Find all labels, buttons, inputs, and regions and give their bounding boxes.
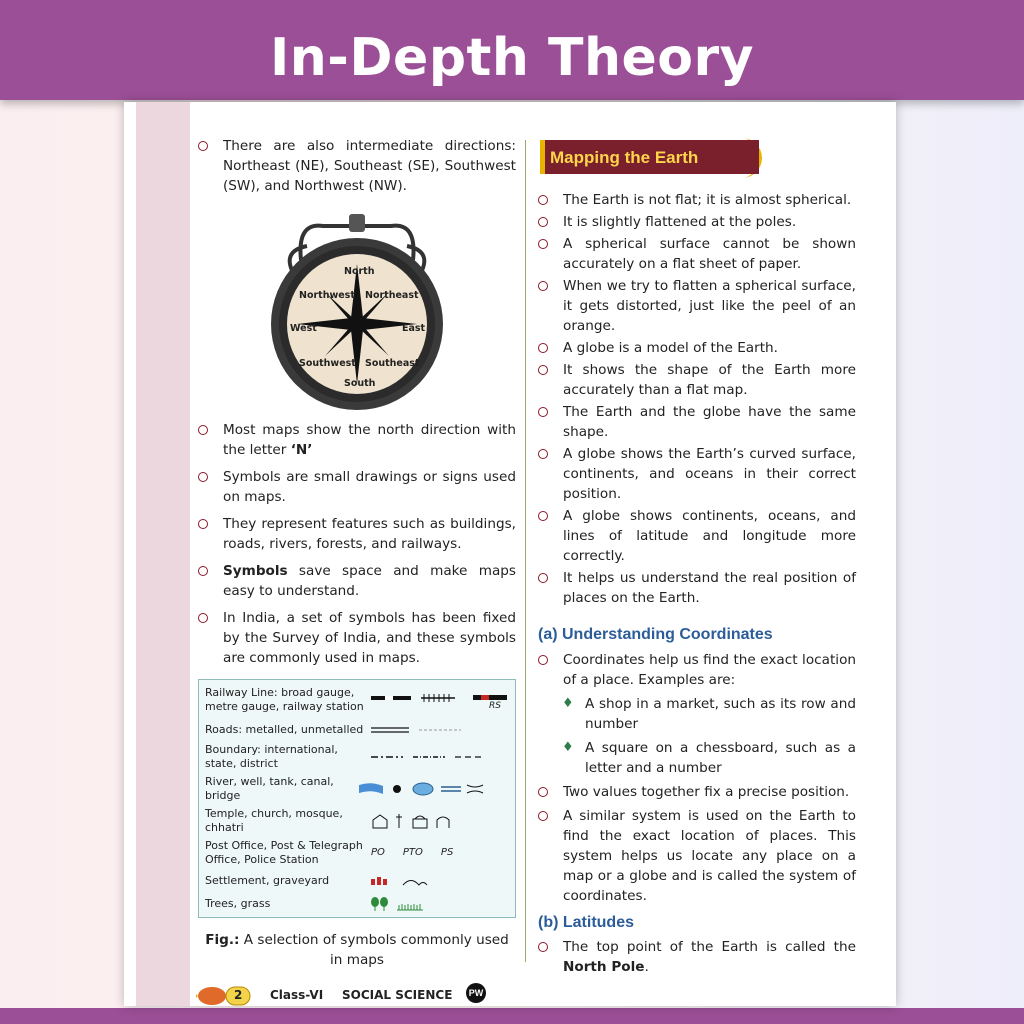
page-footer [196,982,516,1008]
list-item: In India, a set of symbols has been fixed by the Survey of India, and these symbols are commonly used in maps. [198,608,516,668]
list-item: It is slightly flattened at the poles. [538,212,856,232]
list-item: The Earth and the globe have the same shape. [538,402,856,442]
list-item: It shows the shape of the Earth more accurately than a flat map. [538,360,856,400]
table-row [205,837,509,869]
table-row [205,741,509,773]
rs-label: RS [489,701,501,711]
boundary-icon [371,751,491,763]
list-item: A spherical surface cannot be shown accurately on a flat sheet of paper. [538,234,856,274]
caption-text: A selection of symbols commonly used in maps [239,932,509,968]
table-row [205,892,509,915]
list-item-text: save space and make maps easy to understand. [223,563,516,599]
bullet-list [538,190,856,608]
compass-label-north: North [344,266,375,277]
pto-code: PTO [402,847,423,858]
left-column [198,136,516,970]
table-cell: Trees, grass [205,896,271,910]
margin-strip [136,102,190,1006]
list-item: Two values together fix a precise position. [538,782,856,802]
settlement-graveyard-icon [371,874,441,888]
caption-label: Fig.: [205,932,240,948]
table-row [205,718,509,741]
list-item: A globe is a model of the Earth. [538,338,856,358]
roads-icon [371,724,471,736]
rocket-icon [196,982,256,1008]
list-item: A similar system is used on the Earth to find the exact location of places. This system helps us locate any place on a map or a globe and is called the system of coordinates. [538,806,856,906]
list-item: A globe shows the Earth’s curved surface, continents, and oceans in their correct position. [538,444,856,504]
compass-label-south: South [344,378,376,389]
table-cell: Post Office, Post & Telegraph Office, Police Station [205,839,363,866]
po-code: PO [371,847,385,858]
symbol-table [198,679,516,918]
right-column [538,136,856,977]
railway-symbols [371,684,509,716]
trees-grass-icon [371,896,441,912]
table-cell: Roads: metalled, unmetalled [205,722,364,736]
sub-list-item: ♦ A square on a chessboard, such as a letter and a number [538,738,856,778]
compass-label-east: East [402,323,426,334]
list-item-bold: ‘N’ [290,442,313,458]
header-banner [0,0,1024,100]
list-item-text: The top point of the Earth is called the [563,939,856,955]
list-item-bold: North Pole [563,959,645,975]
list-item-bold: Symbols [223,563,288,579]
compass-figure [237,212,477,412]
compass-label-northeast: Northeast [365,290,419,301]
list-item-text: Most maps show the north direction with the letter [223,422,516,458]
compass-label-west: West [290,323,317,334]
compass-label-southeast: Southeast [365,358,420,369]
list-item: A globe shows continents, oceans, and lines of latitude and longitude more correctly. [538,506,856,566]
footer-class: Class-VI [270,988,324,1002]
bottom-strip [0,1008,1024,1024]
table-row [205,805,509,837]
list-item: When we try to flatten a spherical surface, it gets distorted, just like the peel of an orange. [538,276,856,336]
list-item: Symbols are small drawings or signs used on maps. [198,467,516,507]
subheading-coordinates: (a) Understanding Coordinates [538,626,773,643]
section-title: Mapping the Earth [550,148,699,167]
list-item [198,561,516,601]
list-item: It helps us understand the real position of places on the Earth. [538,568,856,608]
page-title: In-Depth Theory [269,28,755,88]
subheading-latitudes: (b) Latitudes [538,914,634,931]
footer-subject: SOCIAL SCIENCE [342,988,453,1002]
compass-label-northwest: Northwest [299,290,355,301]
list-item: They represent features such as buildings, roads, rivers, forests, and railways. [198,514,516,554]
table-row [205,869,509,892]
compass-label-southwest: Southwest [299,358,356,369]
page-number: 2 [234,988,243,1002]
ps-code: PS [440,847,454,858]
list-item: The Earth is not flat; it is almost spherical. [538,190,856,210]
table-row [205,682,509,718]
column-divider [525,140,526,962]
river-well-tank-icon [359,781,509,797]
table-cell: Temple, church, mosque, chhatri [205,807,343,834]
table-cell: River, well, tank, canal, bridge [205,775,334,802]
table-cell: Boundary: international, state, district [205,743,338,770]
list-item: There are also intermediate directions: Northeast (NE), Southeast (SE), Southwest (SW), and Northwest (NW). [198,136,516,196]
list-item: Coordinates help us find the exact location of a place. Examples are: [538,650,856,690]
list-item [538,937,856,977]
section-heading [532,136,768,176]
table-cell: Settlement, graveyard [205,873,330,887]
table-row [205,773,509,805]
temple-church-mosque-icon [371,812,461,830]
list-item-text: . [644,959,649,975]
list-item [198,420,516,460]
table-cell: Railway Line: broad gauge, metre gauge, railway station [205,686,364,713]
sub-list-item: ♦ A shop in a market, such as its row and number [538,694,856,734]
pw-logo: PW [466,983,486,1003]
figure-caption [198,930,516,970]
